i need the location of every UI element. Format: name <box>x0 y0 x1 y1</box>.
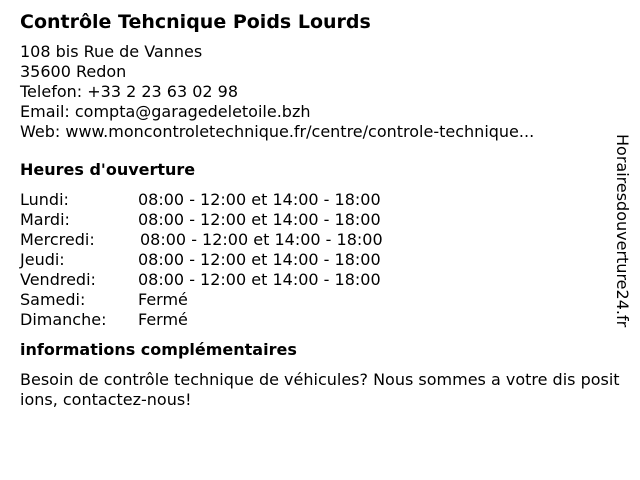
day-label: Lundi: <box>20 190 69 209</box>
hours-row-tuesday <box>20 210 610 230</box>
time-value: 08:00 - 12:00 et 14:00 - 18:00 <box>138 250 381 269</box>
day-label: Dimanche: <box>20 310 107 329</box>
day-label: Jeudi: <box>20 250 65 269</box>
hours-row-saturday <box>20 290 610 310</box>
day-label: Mardi: <box>20 210 70 229</box>
time-value: 08:00 - 12:00 et 14:00 - 18:00 <box>138 190 381 209</box>
time-value: 08:00 - 12:00 et 14:00 - 18:00 <box>138 270 381 289</box>
extra-info-text: Besoin de contrôle technique de véhicules? Nous sommes a votre dis positions, contactez-nous! <box>20 370 620 409</box>
day-label: Mercredi: <box>20 230 95 249</box>
hours-row-monday <box>20 190 610 210</box>
phone-line: Telefon: +33 2 23 63 02 98 <box>20 82 239 101</box>
business-name: Contrôle Tehcnique Poids Lourds <box>20 11 371 33</box>
day-label: Vendredi: <box>20 270 96 289</box>
time-value: 08:00 - 12:00 et 14:00 - 18:00 <box>140 230 383 249</box>
time-value: Fermé <box>138 310 188 329</box>
hours-row-thursday <box>20 250 610 270</box>
opening-hours-table <box>20 190 610 330</box>
address-line-2: 35600 Redon <box>20 62 127 81</box>
time-value: Fermé <box>138 290 188 309</box>
extra-info-heading: informations complémentaires <box>20 340 297 359</box>
watermark-text: Horairesdouverture24.fr <box>613 134 632 328</box>
opening-hours-heading: Heures d'ouverture <box>20 160 196 179</box>
email-line: Email: compta@garagedeletoile.bzh <box>20 102 311 121</box>
business-card <box>20 10 620 410</box>
hours-row-friday <box>20 270 610 290</box>
hours-row-wednesday <box>20 230 610 250</box>
web-line: Web: www.moncontroletechnique.fr/centre/controle-technique... <box>20 122 535 141</box>
day-label: Samedi: <box>20 290 86 309</box>
time-value: 08:00 - 12:00 et 14:00 - 18:00 <box>138 210 381 229</box>
address-line-1: 108 bis Rue de Vannes <box>20 42 203 61</box>
hours-row-sunday <box>20 310 610 330</box>
